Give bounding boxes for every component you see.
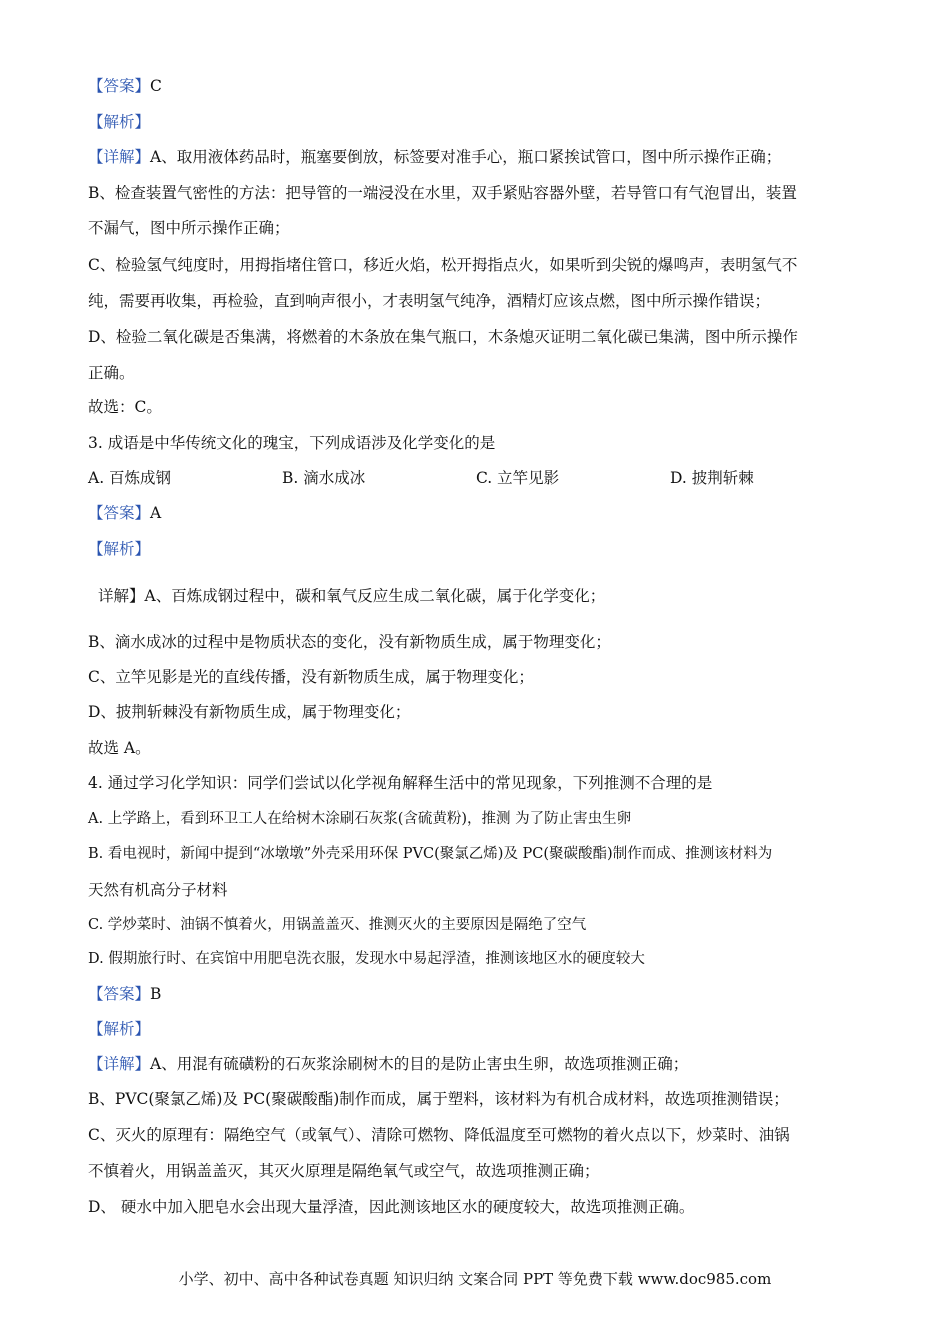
- q3-option-d: D. 披荆斩棘: [670, 469, 754, 487]
- answer-tag: 【答案】: [88, 77, 151, 95]
- page-footer: 小学、初中、高中各种试卷真题 知识归纳 文案合同 PPT 等免费下载 www.doc985.com: [178, 1270, 772, 1288]
- answer-tag: 【答案】: [88, 985, 151, 1003]
- answer-value: B: [150, 985, 162, 1003]
- text-line: C、检验氢气纯度时，用拇指堵住管口，移近火焰，松开拇指点火，如果听到尖锐的爆鸣声，表明氢气不: [88, 256, 798, 274]
- answer-line-q4: [88, 983, 880, 1005]
- analysis-tag: 【解析】: [88, 540, 151, 558]
- q4-option-c: C. 学炒菜时、油锅不慎着火，用锅盖盖灭、推测灭火的主要原因是隔绝了空气: [88, 917, 587, 933]
- text-line: D、 硬水中加入肥皂水会出现大量浮渣，因此测该地区水的硬度较大，故选项推测正确。: [88, 1198, 695, 1216]
- text-line: B、检查装置气密性的方法：把导管的一端浸没在水里，双手紧贴容器外壁，若导管口有气泡冒出，装置: [88, 184, 797, 202]
- text-line: 纯，需要再收集，再检验，直到响声很小，才表明氢气纯净，酒精灯应该点燃，图中所示操作错误；: [88, 292, 771, 310]
- text-line: D、检验二氧化碳是否集满，将燃着的木条放在集气瓶口，木条熄灭证明二氧化碳已集满，图中所示操作: [88, 328, 798, 346]
- q3-option-b: B. 滴水成冰: [282, 469, 366, 487]
- text-line: 不漏气，图中所示操作正确；: [88, 219, 290, 237]
- q4-option-b-cont: 天然有机高分子材料: [88, 881, 228, 899]
- text-line: 不慎着火，用锅盖盖灭，其灭火原理是隔绝氧气或空气，故选项推测正确；: [88, 1162, 600, 1180]
- detail-text: A、取用液体药品时，瓶塞要倒放，标签要对准手心，瓶口紧挨试管口，图中所示操作正确；: [150, 148, 782, 166]
- detail-text: A、用混有硫磺粉的石灰浆涂刷树木的目的是防止害虫生卵，故选项推测正确；: [150, 1055, 689, 1073]
- detail-line: [88, 1053, 880, 1075]
- text-line: C、灭火的原理有：隔绝空气（或氧气）、清除可燃物、降低温度至可燃物的着火点以下，炒菜时、油锅: [88, 1126, 790, 1144]
- q4-option-a: A. 上学路上，看到环卫工人在给树木涂刷石灰浆(含硫黄粉)，推测 为了防止害虫生卵: [88, 811, 632, 827]
- answer-tag: 【答案】: [88, 504, 151, 522]
- question-3-stem: 3. 成语是中华传统文化的瑰宝，下列成语涉及化学变化的是: [88, 434, 496, 452]
- answer-value: A: [150, 504, 162, 522]
- text-line: B、滴水成冰的过程中是物质状态的变化，没有新物质生成，属于物理变化；: [88, 633, 611, 651]
- q4-option-b: B. 看电视时，新闻中提到“冰墩墩”外壳采用环保 PVC(聚氯乙烯)及 PC(聚碳酸酯)制作而成、推测该材料为: [88, 846, 773, 862]
- text-line: 故选 A。: [88, 739, 151, 757]
- detail-line: [88, 146, 880, 168]
- analysis-tag: 【解析】: [88, 1020, 151, 1038]
- analysis-tag: 【解析】: [88, 113, 151, 131]
- detail-line: 详解】A、百炼成钢过程中，碳和氧气反应生成二氧化碳，属于化学变化；: [98, 587, 606, 605]
- answer-line-q3: [88, 502, 880, 524]
- answer-value: C: [150, 77, 162, 95]
- text-line: D、披荆斩棘没有新物质生成，属于物理变化；: [88, 703, 411, 721]
- question-4-stem: 4. 通过学习化学知识：同学们尝试以化学视角解释生活中的常见现象，下列推测不合理的是: [88, 774, 713, 792]
- q4-option-d: D. 假期旅行时、在宾馆中用肥皂洗衣服，发现水中易起浮渣，推测该地区水的硬度较大: [88, 951, 645, 967]
- text-line: C、立竿见影是光的直线传播，没有新物质生成，属于物理变化；: [88, 668, 534, 686]
- q3-option-c: C. 立竿见影: [476, 469, 560, 487]
- text-line: 故选：C。: [88, 398, 162, 416]
- answer-line-q2: [88, 75, 880, 97]
- text-line: B、PVC(聚氯乙烯)及 PC(聚碳酸酯)制作而成，属于塑料，该材料为有机合成材料，故选项推测错误；: [88, 1090, 789, 1108]
- detail-tag: 【详解】: [88, 1055, 151, 1073]
- text-line: 正确。: [88, 364, 135, 382]
- q3-option-a: A. 百炼成钢: [88, 469, 172, 487]
- detail-tag: 【详解】: [88, 148, 151, 166]
